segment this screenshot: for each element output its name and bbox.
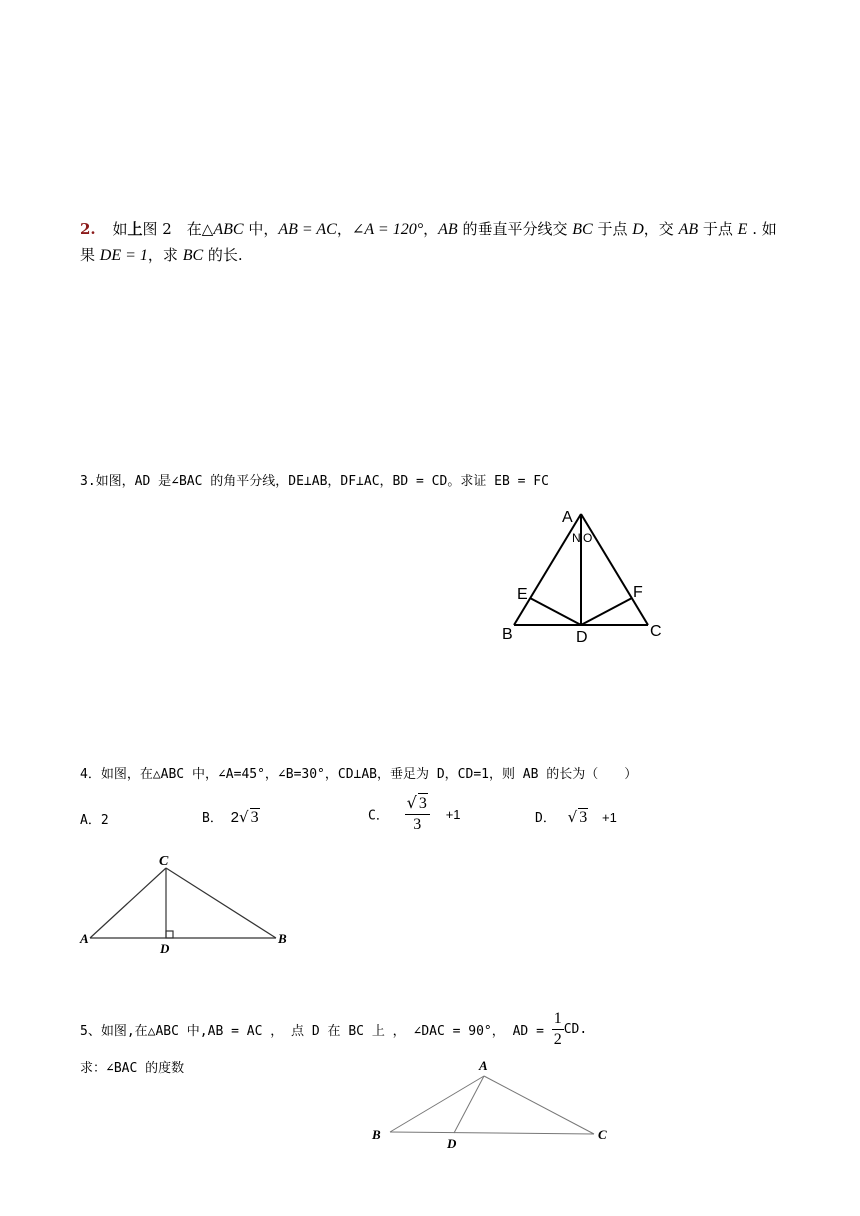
label-d: D (576, 629, 588, 646)
math-ab: AB (438, 221, 458, 238)
text: 果 (80, 246, 100, 264)
numerator: 3 (418, 795, 427, 812)
fraction (552, 1009, 564, 1050)
radicand: 3 (250, 809, 259, 826)
math-angle-a: A = 120° (364, 221, 424, 238)
label-d: D (447, 1136, 457, 1151)
option-d (535, 807, 617, 827)
text: ，求 (147, 246, 183, 264)
math-bc: BC (182, 247, 204, 264)
label-a: A (80, 931, 89, 946)
label-c: C (598, 1127, 607, 1142)
side-ab (390, 1076, 484, 1132)
text: ，∠ (336, 220, 365, 238)
fraction (405, 793, 430, 835)
segment-de (530, 598, 581, 625)
math-e: E (737, 221, 748, 238)
segment-df (581, 598, 632, 625)
text: 于点 (698, 220, 738, 238)
label-d: D (160, 941, 170, 956)
math-d: D (632, 221, 644, 238)
text: 于点 (592, 220, 633, 238)
text: 图 2 在△ (142, 220, 214, 238)
question-5-figure (366, 1052, 616, 1157)
text: 5、如图,在△ABC 中,AB = AC ， 点 D 在 BC 上 ， ∠DAC = 90°， AD = (80, 1024, 552, 1039)
question-2 (80, 216, 777, 243)
radical-sign: √ (406, 793, 417, 812)
text: 中， (243, 220, 279, 238)
radical-sign: √ (239, 808, 249, 826)
label-c: C (650, 623, 662, 640)
text: ， (423, 220, 439, 238)
radical-sign: √ (567, 808, 578, 826)
text: 的垂直平分线交 (457, 220, 573, 238)
right-angle-mark (166, 931, 173, 938)
math-bc: BC (572, 221, 593, 238)
text: 的长. (203, 246, 243, 264)
question-5-ask: 求：∠BAC 的度数 (80, 1061, 185, 1076)
math-ab-eq-ac: AB = AC (278, 221, 337, 238)
text: ，交 (643, 220, 679, 238)
label-o: O (583, 531, 593, 545)
option-label: D． (535, 811, 556, 826)
text: 如 (112, 220, 128, 238)
question-2-line2 (80, 242, 243, 269)
option-a: A．2 (80, 813, 109, 828)
math-de-eq: DE = 1 (99, 247, 148, 264)
text: . 如 (747, 220, 777, 238)
plus-one: +1 (445, 806, 461, 822)
question-5-text (80, 1009, 587, 1050)
question-number: 2. (80, 220, 96, 238)
question-4-figure (76, 850, 296, 960)
text: CD. (563, 1022, 588, 1037)
question-3-figure (490, 500, 680, 650)
label-a: A (479, 1058, 488, 1073)
side-bc (390, 1132, 594, 1134)
question-3-text: 3.如图，AD 是∠BAC 的角平分线，DE⊥AB，DF⊥AC，BD = CD。求证 EB = FC (80, 474, 549, 489)
label-b: B (502, 626, 513, 643)
side-ac (90, 868, 166, 938)
label-f: F (633, 584, 643, 601)
question-4-text: 4．如图，在△ABC 中，∠A=45°，∠B=30°，CD⊥AB，垂足为 D，CD=1，则 AB 的长为（ ） (80, 767, 638, 782)
radicand: 3 (579, 809, 588, 826)
label-c: C (159, 854, 169, 869)
label-n: N (572, 531, 581, 545)
option-label: C． (368, 808, 389, 824)
side-bc (166, 868, 276, 938)
math-ab: AB (678, 221, 699, 238)
coefficient: 2 (230, 809, 239, 826)
math-abc: ABC (213, 221, 244, 238)
denominator: 2 (553, 1031, 562, 1048)
option-c (368, 793, 461, 835)
denominator: 3 (413, 816, 422, 833)
label-a: A (562, 509, 573, 526)
option-b (202, 807, 260, 827)
side-ac (484, 1076, 594, 1134)
plus-one: +1 (602, 810, 617, 825)
label-b: B (372, 1127, 381, 1142)
option-label: B． (202, 811, 223, 826)
numerator: 1 (552, 1009, 564, 1030)
label-b: B (278, 931, 287, 946)
text: 上 (127, 220, 143, 238)
label-e: E (517, 586, 528, 603)
